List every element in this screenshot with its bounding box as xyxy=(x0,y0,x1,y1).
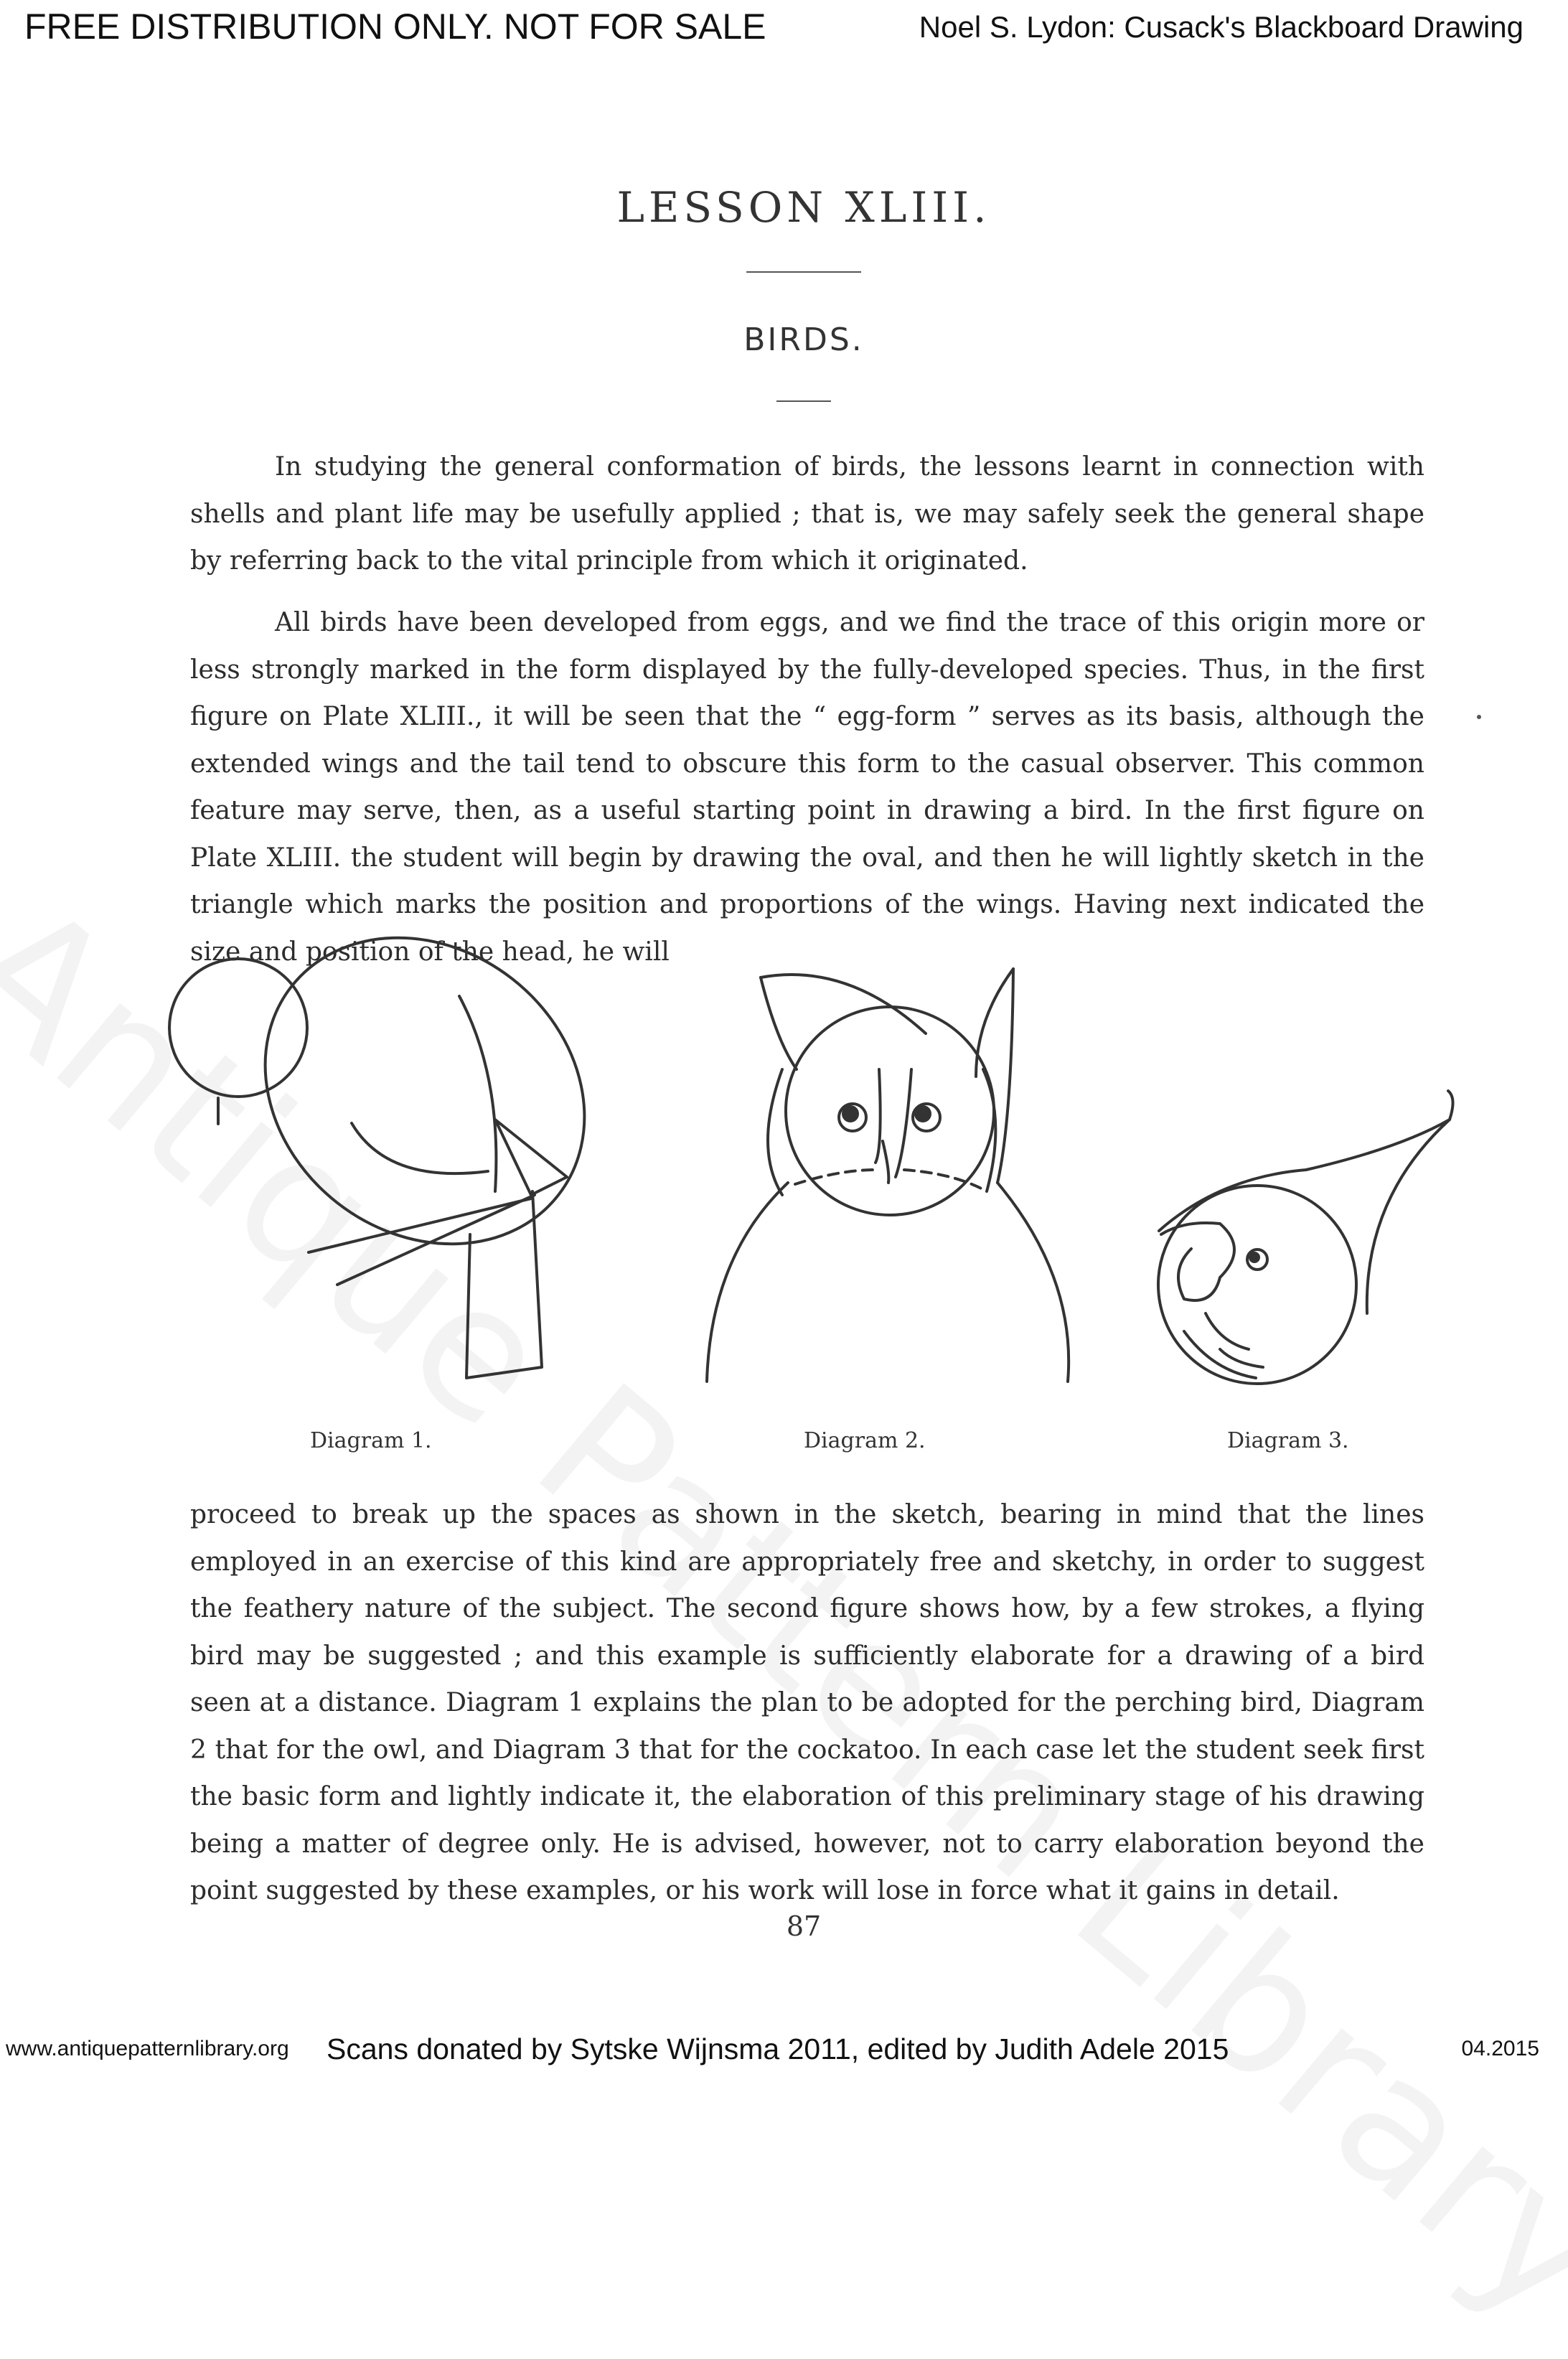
header-distribution-notice: FREE DISTRIBUTION ONLY. NOT FOR SALE xyxy=(24,6,766,47)
subtitle-divider xyxy=(776,400,831,402)
diagram-1-label: Diagram 1. xyxy=(310,1428,432,1453)
paragraph-3: proceed to break up the spaces as shown in the sketch, bearing in mind that the lines employed in an exercise of this kind are appropriately free and sketchy, in order to suggest the feathery nature of the subject. The second figure shows how, by a few strokes, a flying bird may be suggested ; and this example is sufficiently elaborate for a drawing of a bird seen at a distance. Diagram 1 explains the plan to be adopted for the perching bird, Diagram 2 that for the owl, and Diagram 3 that for the cockatoo. In each case let the student seek first the basic form and lightly indicate it, the elaboration of this preliminary stage of his drawing being a matter of degree only. He is advised, however, not to carry elaboration beyond the point suggested by these examples, or his work will lose in force what it gains in detail. xyxy=(190,1500,1424,1905)
paragraph-1: In studying the general conformation of birds, the lessons learnt in connection with shells and plant life may be usefully applied ; that is, we may safely seek the general shape by referring back to the vital principle from which it originated. xyxy=(190,452,1424,576)
stray-mark xyxy=(1477,715,1481,719)
header-book-title: Noel S. Lydon: Cusack's Blackboard Drawing xyxy=(919,10,1524,44)
title-divider xyxy=(746,271,861,273)
diagram-3-label: Diagram 3. xyxy=(1227,1428,1349,1453)
diagram-3-cockatoo xyxy=(1158,1091,1453,1384)
page-number: 87 xyxy=(786,1910,822,1942)
footer-credits: Scans donated by Sytske Wijnsma 2011, edited by Judith Adele 2015 xyxy=(327,2032,1229,2065)
paragraph-2: All birds have been developed from eggs, and we find the trace of this origin more or less strongly marked in the form displayed by the fully-developed species. Thus, in the first figure on Plate XLIII., it will be seen that the “ egg-form ” serves as its basis, although the extended wings and the tail tend to obscure this form to the casual observer. This common feature may serve, then, as a useful starting point in drawing a bird. In the first figure on Plate XLIII. the student will begin by drawing the oval, and then he will lightly sketch in the triangle which marks the position and proportions of the wings. Having next indicated the size and position of the head, he will xyxy=(190,608,1424,967)
diagram-2-owl xyxy=(707,969,1069,1382)
lesson-title: LESSON XLIII. xyxy=(616,183,991,232)
footer-date: 04.2015 xyxy=(1461,2037,1539,2060)
diagram-2-label: Diagram 2. xyxy=(804,1428,926,1453)
lesson-subtitle: BIRDS. xyxy=(743,322,864,358)
footer-website-link[interactable]: www.antiquepatternlibrary.org xyxy=(6,2037,289,2060)
